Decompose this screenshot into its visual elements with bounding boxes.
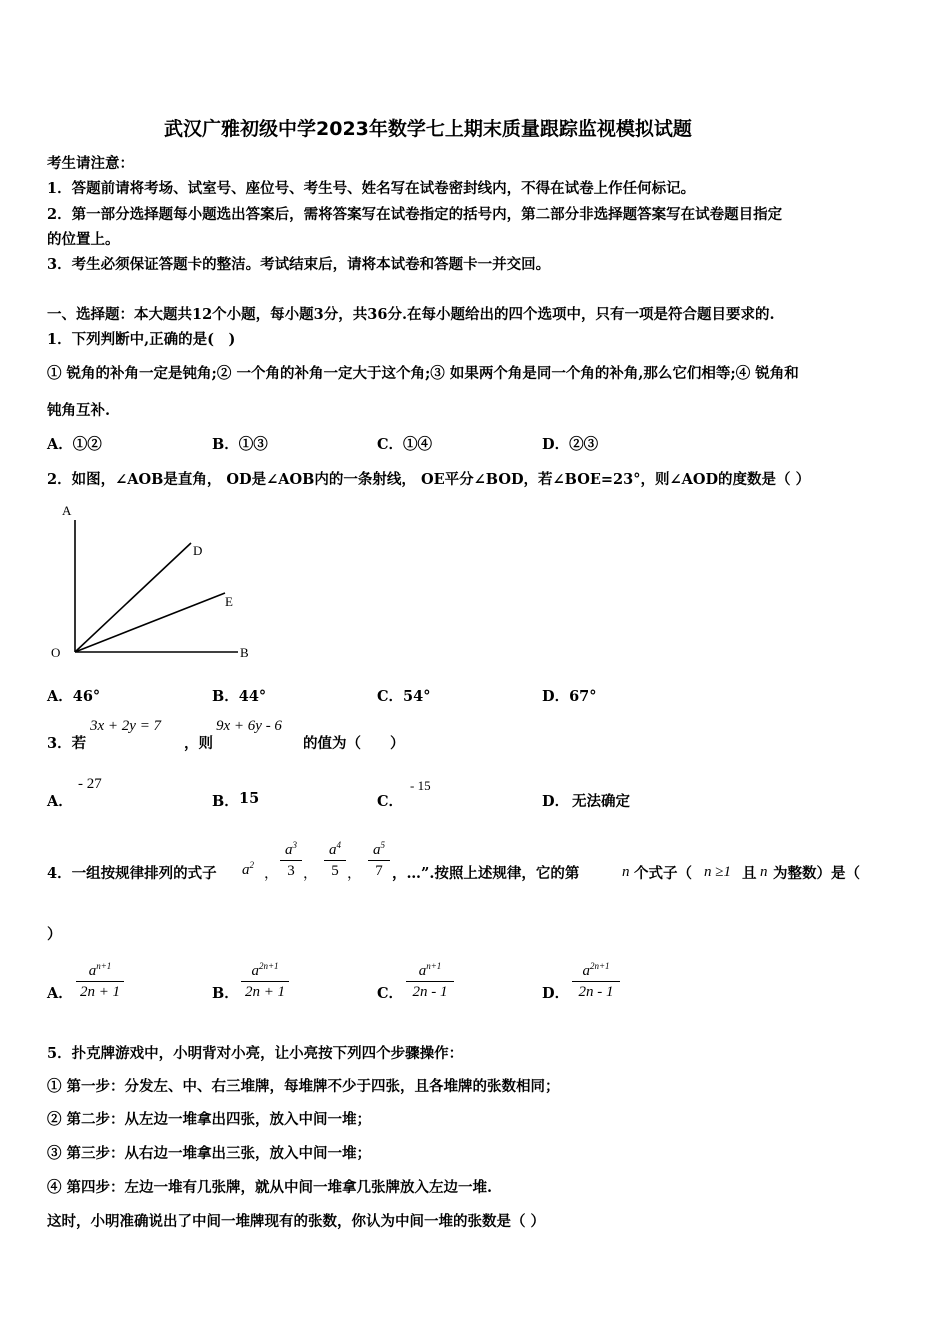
q3-expr2: 9x + 6y - 6 (216, 718, 282, 734)
q3-option-c-label: C． (377, 793, 404, 810)
angle-diagram (45, 500, 265, 665)
label-b: B (240, 645, 249, 660)
q4-option-a-label: A． (47, 985, 73, 1002)
label-o: O (51, 645, 61, 660)
q3-option-b-value: 15 (239, 790, 260, 807)
q4-cond1: n ≥1 (704, 864, 731, 880)
q5-line-4: ③ 第三步：从右边一堆拿出三张，放入中间一堆； (47, 1145, 372, 1162)
q4-text-end: 为整数）是（ (773, 865, 860, 882)
q1-option-c: C．①④ (377, 436, 433, 453)
q2-option-d: D．67° (542, 688, 597, 705)
q2-figure (45, 500, 265, 665)
q1-option-b: B．①③ (212, 436, 268, 453)
q4-option-b-label: B． (212, 985, 239, 1002)
q5-line-6: 这时，小明准确说出了中间一堆牌现有的张数，你认为中间一堆的张数是（ ） (47, 1213, 546, 1230)
comma: ， (347, 866, 362, 882)
q4-option-a-frac: $a^{n+1}$ 2n + 1 (76, 957, 124, 1001)
q5-line-2: ① 第一步：分发左、中、右三堆牌，每堆牌不少于四张，且各堆牌的张数相同； (47, 1078, 560, 1095)
notice-item-3: 3．考生必须保证答题卡的整洁。考试结束后，请将本试卷和答题卡一并交回。 (47, 256, 551, 273)
q3-option-a-label: A． (47, 793, 73, 810)
q3-prefix: 3．若 (47, 735, 87, 752)
q4-term-3: $a^5$ 7 (368, 836, 390, 880)
q3-suffix: 的值为（ ） (303, 735, 405, 752)
q4-n: n (622, 864, 630, 880)
q3-option-d-label: D． (542, 793, 570, 810)
q4-text-and: 且 (742, 865, 757, 882)
q4-option-d-frac: $a^{2n+1}$ 2n - 1 (572, 957, 620, 1001)
q5-line-3: ② 第二步：从左边一堆拿出四张，放入中间一堆； (47, 1111, 372, 1128)
q4-option-b-frac: $a^{2n+1}$ 2n + 1 (241, 957, 289, 1001)
q4-option-c-frac: $a^{n+1}$ 2n - 1 (406, 957, 454, 1001)
notice-item-2: 2．第一部分选择题每小题选出答案后，需将答案写在试卷指定的括号内，第二部分非选择题答案写在试卷题目指定 (47, 206, 783, 223)
q4-cond2: n (760, 864, 768, 880)
notice-item-1: 1．答题前请将考场、试室号、座位号、考生号、姓名写在试卷密封线内，不得在试卷上作任何标记。 (47, 180, 696, 197)
section-heading: 一、选择题：本大题共12个小题，每小题3分，共36分.在每小题给出的四个选项中，只有一项是符合题目要求的. (47, 306, 775, 323)
q4-text-after: ，…”.按照上述规律，它的第 (392, 865, 580, 882)
q3-mid: ，则 (184, 735, 213, 752)
comma: ， (264, 866, 279, 882)
q1-statements: ① 锐角的补角一定是钝角;② 一个角的补角一定大于这个角;③ 如果两个角是同一个角的补角,那么它们相等;④ 锐角和 (47, 365, 799, 382)
q1-option-d: D．②③ (542, 436, 599, 453)
notice-heading: 考生请注意： (47, 155, 134, 172)
q2-option-a: A．46° (47, 688, 101, 705)
q4-first-term: $a^2$ (242, 860, 254, 878)
q1-option-a: A．①② (47, 436, 102, 453)
label-e: E (225, 594, 233, 609)
q3-option-c-value: - 15 (410, 778, 431, 793)
q4-term-2: $a^4$ 5 (324, 836, 346, 880)
q4-option-d-label: D． (542, 985, 570, 1002)
q3-option-d-value: 无法确定 (572, 793, 630, 810)
q5-line-1: 5．扑克牌游戏中，小明背对小亮，让小亮按下列四个步骤操作： (47, 1045, 464, 1062)
q4-prefix: 4．一组按规律排列的式子 (47, 865, 217, 882)
q2-option-c: C．54° (377, 688, 431, 705)
q3-option-a-value: - 27 (78, 776, 102, 792)
q1-statements-cont: 钝角互补. (47, 402, 111, 419)
q4-closing: ） (47, 926, 62, 943)
notice-item-2-cont: 的位置上。 (47, 231, 120, 248)
q5-line-5: ④ 第四步：左边一堆有几张牌，就从中间一堆拿几张牌放入左边一堆. (47, 1179, 493, 1196)
page-title: 武汉广雅初级中学2023年数学七上期末质量跟踪监视模拟试题 (164, 118, 692, 140)
q3-expr1: 3x + 2y = 7 (90, 718, 162, 734)
q2-stem: 2．如图，∠AOB是直角， OD是∠AOB内的一条射线， OE平分∠BOD，若∠BOE=23°，则∠AOD的度数是（ ） (47, 471, 811, 488)
ray-oe (75, 593, 225, 652)
ray-od (75, 543, 191, 652)
comma: ， (303, 866, 318, 882)
q4-text-mid: 个式子（ (634, 865, 692, 882)
label-a: A (62, 503, 72, 518)
q4-option-c-label: C． (377, 985, 404, 1002)
q1-stem: 1．下列判断中,正确的是( ) (47, 331, 236, 348)
q2-option-b: B．44° (212, 688, 267, 705)
q4-term-1: $a^3$ 3 (280, 836, 302, 880)
q3-option-b-label: B． (212, 793, 239, 810)
label-d: D (193, 543, 203, 558)
